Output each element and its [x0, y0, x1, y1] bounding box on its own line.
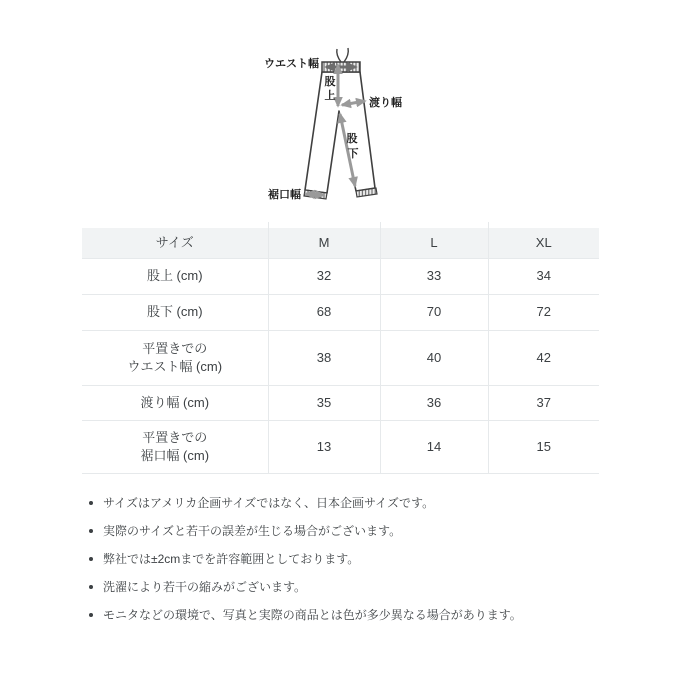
table-row: [82, 330, 599, 385]
cell-m: 68: [268, 294, 380, 330]
cell-xl: 72: [488, 294, 599, 330]
row-label-line: 股下 (cm): [146, 304, 203, 320]
row-label-line: 平置きでの: [142, 340, 208, 356]
note-item: サイズはアメリカ企画サイズではなく、日本企画サイズです。: [86, 494, 606, 513]
note-item: 実際のサイズと若干の誤差が生じる場合がございます。: [86, 522, 606, 541]
cell-l: 36: [380, 385, 488, 420]
size-table: [82, 222, 599, 474]
header-size: サイズ: [155, 234, 194, 250]
rise-label-top: 股: [324, 76, 336, 88]
note-item: モニタなどの環境で、写真と実際の商品とは色が多少異なる場合があります。: [86, 606, 606, 625]
rise-label-bottom: 上: [324, 90, 336, 102]
note-item: 弊社では±2cmまでを許容範囲としております。: [86, 550, 606, 569]
table-row: [82, 258, 599, 294]
cell-l: 14: [380, 420, 488, 473]
size-notes-list: [86, 494, 606, 634]
table-row: [82, 294, 599, 330]
row-label: [82, 420, 268, 473]
cell-m: 32: [268, 258, 380, 294]
cell-l: 33: [380, 258, 488, 294]
hem-width-arrow-icon: [306, 194, 324, 195]
waist-width-label: ウエスト幅: [264, 58, 319, 70]
cell-xl: 37: [488, 385, 599, 420]
size-table-section: [82, 222, 599, 474]
cell-xl: 34: [488, 258, 599, 294]
cell-xl: 15: [488, 420, 599, 473]
table-header-row: [82, 228, 599, 258]
row-label: [82, 330, 268, 385]
row-label-line: 裾口幅 (cm): [140, 447, 210, 463]
cell-m: 38: [268, 330, 380, 385]
cell-l: 70: [380, 294, 488, 330]
cell-m: 35: [268, 385, 380, 420]
row-label-line: 渡り幅 (cm): [140, 394, 210, 410]
cell-m: 13: [268, 420, 380, 473]
cell-l: 40: [380, 330, 488, 385]
row-label-line: ウエスト幅 (cm): [127, 358, 223, 374]
hem-width-label: 裾口幅: [268, 189, 301, 201]
pants-measurement-diagram: [252, 35, 422, 213]
table-row: [82, 385, 599, 420]
row-label: [82, 294, 268, 330]
inseam-label-top: 股: [346, 133, 358, 145]
row-label: [82, 385, 268, 420]
header-m: M: [268, 228, 380, 258]
row-label-line: 平置きでの: [142, 429, 208, 445]
row-label: [82, 258, 268, 294]
table-row: [82, 420, 599, 473]
header-xl: XL: [488, 228, 599, 258]
header-l: L: [380, 228, 488, 258]
pants-diagram-svg: [252, 35, 422, 213]
note-item: 洗濯により若干の縮みがございます。: [86, 578, 606, 597]
inseam-label-bottom: 下: [347, 148, 359, 160]
row-label-line: 股上 (cm): [146, 268, 203, 284]
cell-xl: 42: [488, 330, 599, 385]
thigh-width-label: 渡り幅: [369, 97, 402, 109]
